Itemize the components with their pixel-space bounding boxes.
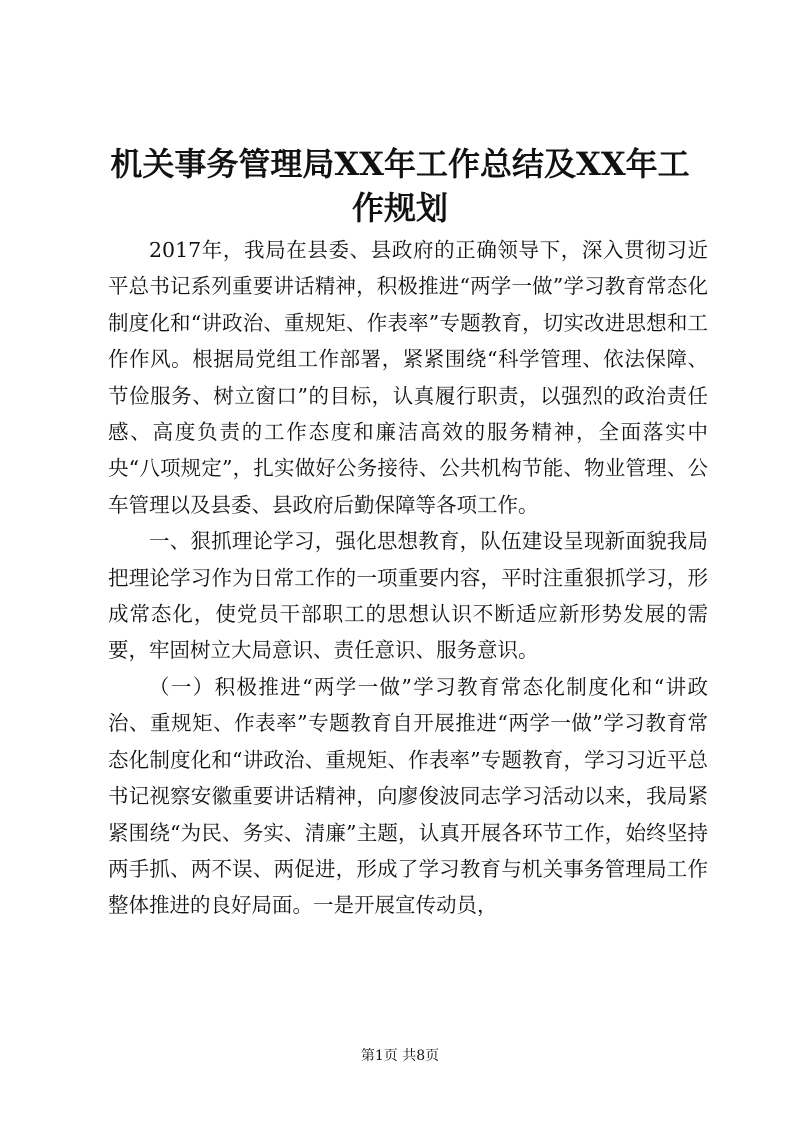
document-title: 机关事务管理局XX年工作总结及XX年工作规划 xyxy=(110,145,690,227)
paragraph-intro: 2017年，我局在县委、县政府的正确领导下，深入贯彻习近平总书记系列重要讲话精神，积极推进“两学一做”学习教育常态化制度化和“讲政治、重规矩、作表率”专题教育，切实改进思想和工作作风。根据局党组工作部署，紧紧围绕“科学管理、依法保障、节俭服务、树立窗口”的目标，认真履行职责，以强烈的政治责任感、高度负责的工作态度和廉洁高效的服务精神，全面落实中央“八项规定”，扎实做好公务接待、公共机构节能、物业管理、公车管理以及县委、县政府后勤保障等各项工作。 xyxy=(108,238,708,517)
paragraph-section-one: 一、狠抓理论学习，强化思想教育，队伍建设呈现新面貌我局把理论学习作为日常工作的一项重要内容，平时注重狠抓学习，形成常态化，使党员干部职工的思想认识不断适应新形势发展的需要，牢固树立大局意识、责任意识、服务意识。 xyxy=(108,529,708,663)
document-body xyxy=(108,232,708,924)
paragraph-subsection-one: （一）积极推进“两学一做”学习教育常态化制度化和“讲政治、重规矩、作表率”专题教育自开展推进“两学一做”学习教育常态化制度化和“讲政治、重规矩、作表率”专题教育，学习习近平总书记视察安徽重要讲话精神，向廖俊波同志学习活动以来，我局紧紧围绕“为民、务实、清廉”主题，认真开展各环节工作，始终坚持两手抓、两不误、两促进，形成了学习教育与机关事务管理局工作整体推进的良好局面。一是开展宣传动员， xyxy=(108,674,708,918)
page-number-footer: 第1页 共8页 xyxy=(360,1048,440,1064)
